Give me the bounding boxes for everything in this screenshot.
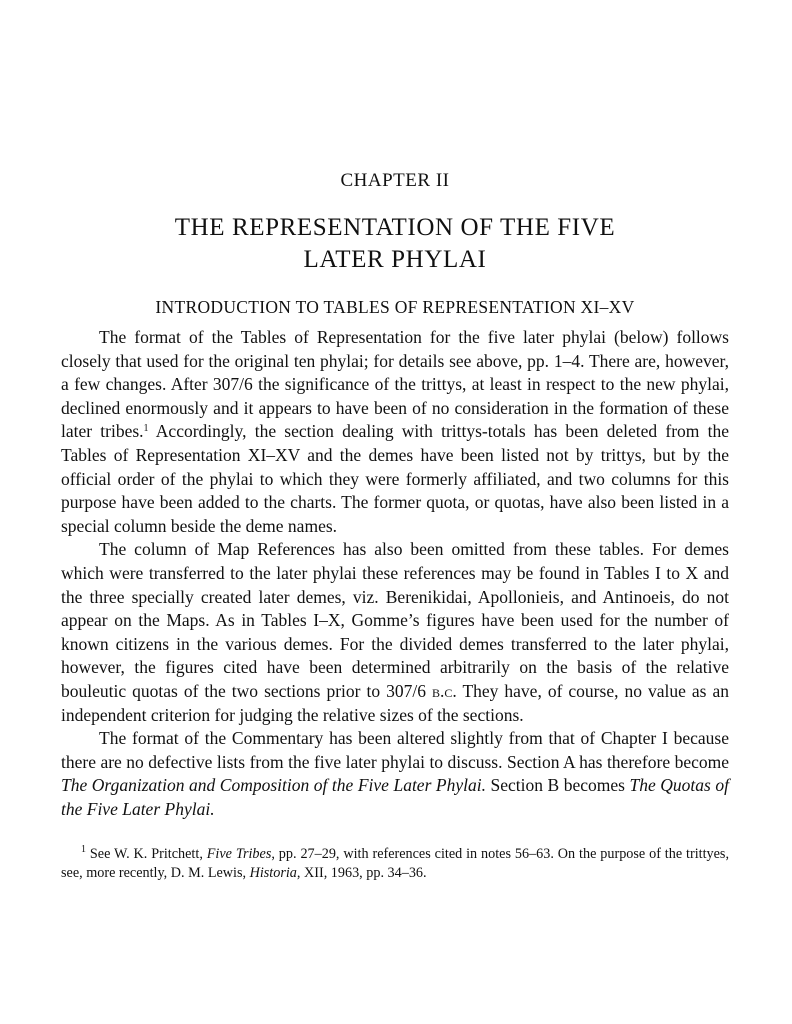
section-b-title: The Quotas of the Five Later Phylai. [61, 775, 729, 819]
footnote-1 [61, 845, 729, 883]
chapter-title-line-2: LATER PHYLAI [303, 246, 487, 273]
section-heading: INTRODUCTION TO TABLES OF REPRESENTATION XI–XV [155, 297, 635, 317]
footnote-marker: 1 [81, 844, 86, 855]
footnote-work-title: Five Tribes [206, 846, 272, 862]
footnote-text-c: , XII, 1963, pp. 34–36. [296, 865, 427, 881]
paragraph-1-text-a: The format of the Tables of Representation for the five later phylai (below) follows closely that used for the original ten phylai; for details see above, pp. 1–4. There are, however, a few changes. After 307/6 the significance of the trittys, at least in respect to the new phylai, declined enormously and it appears to have been of no consideration in the formation of these later tribes. [61, 327, 729, 442]
era-abbreviation: b.c. [431, 680, 457, 701]
paragraph-2 [61, 538, 729, 727]
chapter-title [61, 212, 729, 276]
footnotes [61, 845, 729, 883]
paragraph-1-text-b: Accordingly, the section dealing with trittys-totals has been deleted from the Tables of Representation XI–XV and the demes have been listed not by trittys, but by the official order of the phylai to which they were formerly affiliated, and two columns for this purpose have been added to the charts. The former quota, or quotas, have also been listed in a special column beside the deme names. [61, 421, 729, 536]
paragraph-3-text-b: Section B becomes [485, 775, 630, 796]
paragraph-2-text-a: The column of Map References has also been omitted from these tables. For demes which were transferred to the later phylai these references may be found in Tables I to X and the three specially created later demes, viz. Berenikidai, Apollonieis, and Antinoeis, do not appear on the Maps. As in Tables I–X, Gomme’s figures have been used for the number of known citizens in the various demes. For the divided demes transferred to the later phylai, however, the figures cited have been determined arbitrarily on the basis of the relative bouleutic quotas of the two sections prior to 307/6 [61, 539, 729, 701]
footnote-reference[interactable]: 1 [143, 423, 149, 435]
footnote-text-a: See W. K. Pritchett, [86, 846, 207, 862]
footnote-journal-title: Historia [249, 865, 297, 881]
paragraph-2-text-b: They have, of course, no value as an independent criterion for judging the relative sizes of the sections. [61, 680, 729, 725]
paragraph-3 [61, 727, 729, 821]
paragraph-3-text-a: The format of the Commentary has been altered slightly from that of Chapter I because there are no defective lists from the five later phylai to discuss. Section A has therefore become [61, 728, 729, 772]
chapter-label: CHAPTER II [340, 170, 450, 191]
section-a-title: The Organization and Composition of the Five Later Phylai. [61, 775, 486, 796]
chapter-title-line-1: THE REPRESENTATION OF THE FIVE [174, 214, 616, 241]
paragraph-1 [61, 326, 729, 538]
body-text [61, 326, 729, 821]
footnote-text-b: , pp. 27–29, with references cited in notes 56–63. On the purpose of the trittyes, see, more recently, D. M. Lewis, [61, 846, 729, 881]
